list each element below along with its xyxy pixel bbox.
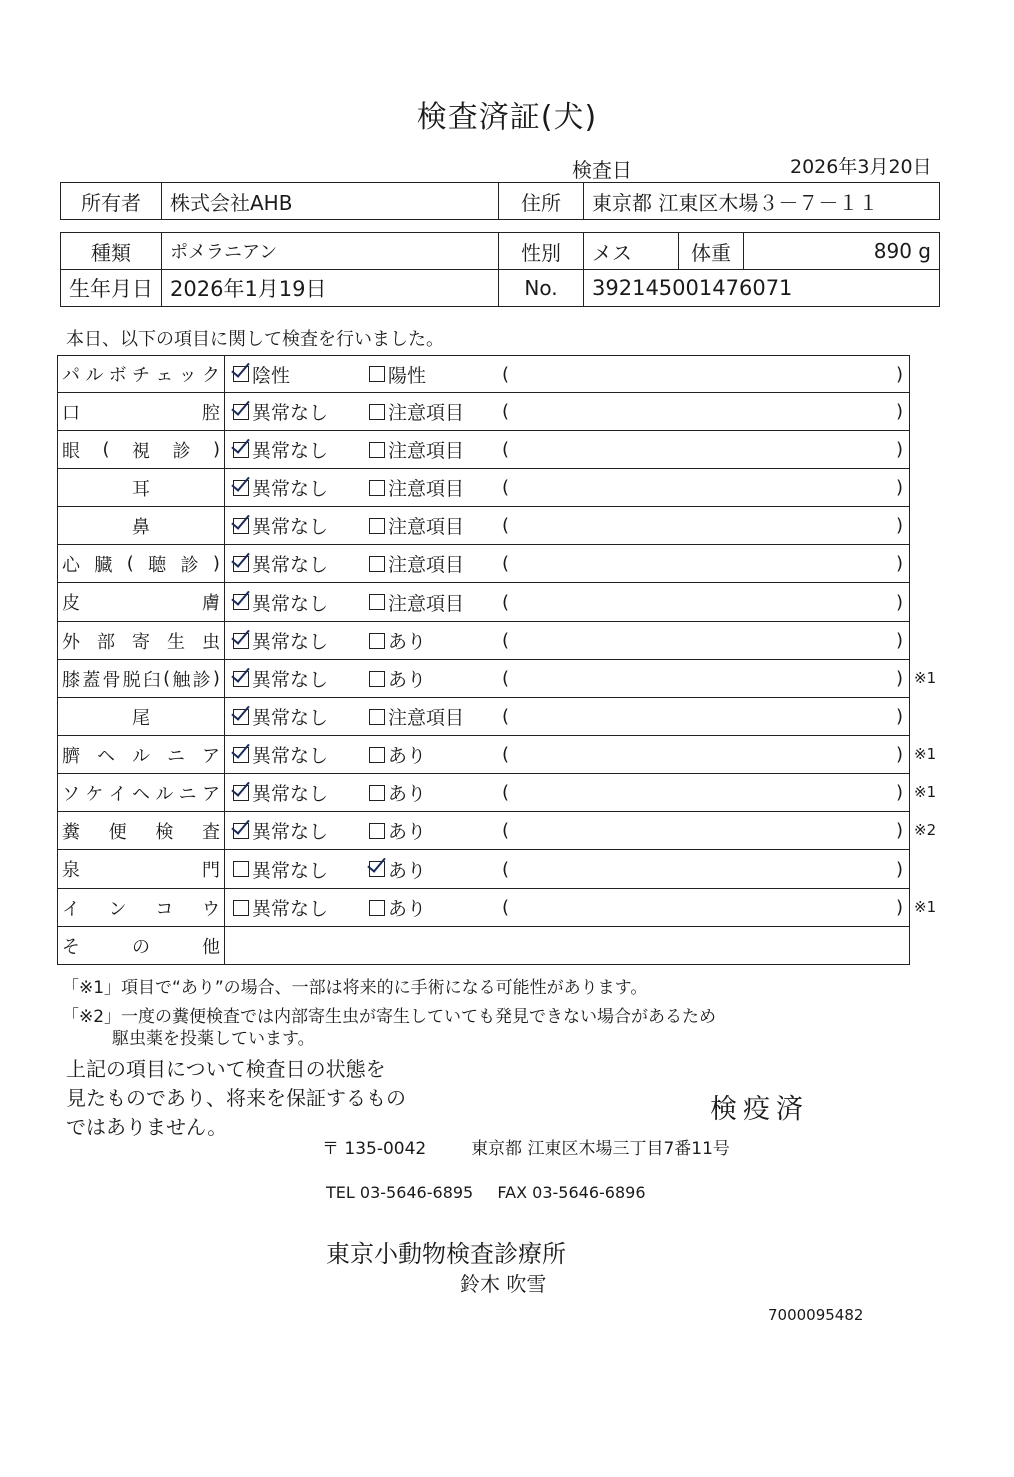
option-abnormal[interactable]	[369, 812, 426, 849]
option-normal[interactable]	[233, 698, 328, 735]
inspection-item-label: そ の 他	[58, 927, 225, 964]
remarks-close-paren: )	[895, 553, 903, 574]
inspection-row	[57, 393, 910, 431]
checked-box-icon[interactable]	[233, 404, 249, 420]
postal-code: 〒 135-0042	[322, 1139, 427, 1159]
clinic-address	[322, 1134, 730, 1159]
inspection-item-label: 口 腔	[58, 393, 225, 430]
checkbox-icon[interactable]	[369, 480, 385, 496]
inspection-item-label: 鼻	[58, 507, 225, 544]
option-normal[interactable]	[233, 507, 328, 544]
checked-box-icon[interactable]	[233, 556, 249, 572]
option-label: 注意項目	[388, 707, 465, 729]
option-abnormal[interactable]	[369, 545, 464, 582]
option-abnormal[interactable]	[369, 660, 426, 697]
option-normal[interactable]	[233, 356, 290, 392]
remarks-close-paren: )	[895, 782, 903, 803]
inspection-row	[57, 850, 910, 889]
checkbox-icon[interactable]	[369, 709, 385, 725]
option-normal[interactable]	[233, 850, 328, 888]
sex-label: 性別	[499, 233, 584, 270]
owner-table	[60, 182, 940, 220]
remarks-close-paren: )	[895, 668, 903, 689]
option-label: 異常なし	[252, 898, 329, 920]
remarks-open-paren: (	[502, 744, 510, 765]
number-value: 392145001476071	[584, 270, 940, 307]
remarks-close-paren: )	[895, 630, 903, 651]
option-abnormal[interactable]	[369, 622, 426, 659]
option-label: あり	[388, 631, 427, 653]
tel-number: TEL 03-5646-6895	[326, 1183, 474, 1202]
footnote-marker: ※1	[914, 898, 937, 916]
remarks-open-paren: (	[502, 820, 510, 841]
remarks-close-paren: )	[895, 401, 903, 422]
inspection-row	[57, 431, 910, 469]
doctor-name: 鈴木 吹雪	[460, 1272, 547, 1296]
option-label: 注意項目	[388, 440, 465, 462]
option-label: 異常なし	[252, 707, 329, 729]
breed-value: ポメラニアン	[162, 233, 499, 270]
checked-box-icon[interactable]	[233, 785, 249, 801]
clinic-contact	[326, 1183, 646, 1202]
checkbox-icon[interactable]	[369, 556, 385, 572]
inspection-row	[57, 812, 910, 850]
option-normal[interactable]	[233, 660, 328, 697]
option-label: 異常なし	[252, 821, 329, 843]
checked-box-icon[interactable]	[233, 518, 249, 534]
option-normal[interactable]	[233, 583, 328, 621]
remarks-close-paren: )	[895, 897, 903, 918]
remarks-close-paren: )	[895, 363, 903, 385]
inspection-item-label: イ ン コ ウ	[58, 889, 225, 926]
inspection-row	[57, 622, 910, 660]
option-label: あり	[388, 669, 427, 691]
checkbox-icon[interactable]	[369, 633, 385, 649]
checked-box-icon[interactable]	[233, 366, 249, 382]
option-abnormal[interactable]	[369, 736, 426, 773]
option-normal[interactable]	[233, 469, 328, 506]
inspection-row	[57, 583, 910, 622]
remarks-open-paren: (	[502, 591, 510, 613]
exam-date-value: 2026年3月20日	[790, 156, 932, 178]
checked-box-icon[interactable]	[233, 594, 249, 610]
option-abnormal[interactable]	[369, 393, 464, 430]
remarks-close-paren: )	[895, 439, 903, 460]
option-normal[interactable]	[233, 736, 328, 773]
option-normal[interactable]	[233, 622, 328, 659]
inspection-row	[57, 927, 910, 965]
clinic-name: 東京小動物検査診療所	[326, 1240, 566, 1268]
animal-table	[60, 232, 940, 307]
document-title: 検査済証(犬)	[416, 100, 598, 135]
inspection-item-label: パ ル ボ チ ェ ッ ク	[58, 356, 225, 392]
remarks-close-paren: )	[895, 858, 903, 880]
remarks-open-paren: (	[502, 630, 510, 651]
option-abnormal[interactable]	[369, 356, 426, 392]
checked-box-icon[interactable]	[233, 709, 249, 725]
inspection-item-label: 皮 膚	[58, 583, 225, 621]
inspection-row	[57, 356, 910, 393]
option-label: 注意項目	[388, 478, 465, 500]
option-label: 異常なし	[252, 592, 329, 615]
remarks-open-paren: (	[502, 706, 510, 727]
inspection-row	[57, 774, 910, 812]
inspection-row	[57, 660, 910, 698]
inspection-table	[57, 355, 910, 965]
option-abnormal[interactable]	[369, 507, 464, 544]
option-abnormal[interactable]	[369, 469, 464, 506]
option-label: 異常なし	[252, 478, 329, 500]
inspection-row	[57, 736, 910, 774]
checkbox-icon[interactable]	[233, 900, 249, 916]
option-label: 陽性	[388, 364, 427, 387]
remarks-open-paren: (	[502, 858, 510, 880]
option-label: 異常なし	[252, 631, 329, 653]
statement-line: 上記の項目について検査日の状態を	[66, 1057, 386, 1081]
option-normal[interactable]	[233, 889, 328, 926]
inspection-item-label: 心 臓 ( 聴 診 )	[58, 545, 225, 582]
remarks-open-paren: (	[502, 439, 510, 460]
remarks-close-paren: )	[895, 477, 903, 498]
statement-line: 見たものであり、将来を保証するもの	[66, 1086, 406, 1110]
option-abnormal[interactable]	[369, 431, 464, 468]
remarks-open-paren: (	[502, 782, 510, 803]
option-label: あり	[388, 821, 427, 843]
inspection-item-label: ソ ケ イ ヘ ル ニ ア	[58, 774, 225, 811]
option-label: 異常なし	[252, 402, 329, 424]
inspection-item-label: 膝 蓋 骨 脱 臼 ( 触 診 )	[58, 660, 225, 697]
remarks-open-paren: (	[502, 477, 510, 498]
option-label: 注意項目	[388, 554, 465, 576]
checkbox-icon[interactable]	[369, 518, 385, 534]
footnote-marker: ※1	[914, 783, 937, 801]
inspection-item-label: 眼 ( 視 診 )	[58, 431, 225, 468]
birth-value: 2026年1月19日	[162, 270, 499, 307]
checkbox-icon[interactable]	[369, 823, 385, 839]
weight-label: 体重	[679, 233, 744, 270]
footnote-2: 「※2」一度の糞便検査では内部寄生虫が寄生していても発見できない場合があるため	[62, 1007, 717, 1027]
option-label: 注意項目	[388, 592, 465, 615]
checked-box-icon[interactable]	[233, 671, 249, 687]
exam-date-label: 検査日	[572, 158, 632, 182]
option-normal[interactable]	[233, 812, 328, 849]
option-label: 異常なし	[252, 669, 329, 691]
checked-box-icon[interactable]	[233, 442, 249, 458]
option-label: 注意項目	[388, 516, 465, 538]
remarks-close-paren: )	[895, 706, 903, 727]
option-label: あり	[388, 898, 427, 920]
owner-value: 株式会社AHB	[162, 183, 499, 220]
footnote-marker: ※1	[914, 745, 937, 763]
disclaimer-statement	[66, 1055, 406, 1142]
option-abnormal[interactable]	[369, 774, 426, 811]
remarks-close-paren: )	[895, 744, 903, 765]
birth-label: 生年月日	[61, 270, 162, 307]
statement-line: ではありません。	[66, 1115, 228, 1139]
remarks-open-paren: (	[502, 363, 510, 385]
fax-number: FAX 03-5646-6896	[497, 1183, 646, 1202]
remarks-open-paren: (	[502, 897, 510, 918]
inspection-row	[57, 889, 910, 927]
address-value: 東京都 江東区木場３－７－１１	[584, 183, 940, 220]
checked-box-icon[interactable]	[233, 747, 249, 763]
breed-label: 種類	[61, 233, 162, 270]
inspection-item-label: 泉 門	[58, 850, 225, 888]
checkbox-icon[interactable]	[369, 404, 385, 420]
checkbox-icon[interactable]	[369, 442, 385, 458]
inspection-item-label: 臍 ヘ ル ニ ア	[58, 736, 225, 773]
checkbox-icon[interactable]	[233, 861, 249, 877]
checked-box-icon[interactable]	[233, 633, 249, 649]
sex-value: メス	[584, 233, 679, 270]
option-normal[interactable]	[233, 774, 328, 811]
checkbox-icon[interactable]	[369, 900, 385, 916]
option-label: 注意項目	[388, 402, 465, 424]
option-abnormal[interactable]	[369, 583, 464, 621]
inspection-item-label: 糞 便 検 査	[58, 812, 225, 849]
weight-value: 890 g	[744, 233, 940, 270]
option-normal[interactable]	[233, 393, 328, 430]
inspection-row	[57, 545, 910, 583]
inspection-item-label: 耳	[58, 469, 225, 506]
option-label: あり	[388, 783, 427, 805]
option-label: 陰性	[252, 364, 291, 387]
option-label: 異常なし	[252, 516, 329, 538]
quarantine-stamp: 検疫済	[710, 1094, 809, 1125]
option-label: 異常なし	[252, 783, 329, 805]
remarks-open-paren: (	[502, 668, 510, 689]
remarks-close-paren: )	[895, 820, 903, 841]
checkbox-icon[interactable]	[369, 671, 385, 687]
clinic-street: 東京都 江東区木場三丁目7番11号	[471, 1139, 730, 1159]
footnote-marker: ※2	[914, 821, 937, 839]
inspection-item-label: 尾	[58, 698, 225, 735]
option-normal[interactable]	[233, 431, 328, 468]
checked-box-icon[interactable]	[233, 480, 249, 496]
address-label: 住所	[499, 183, 584, 220]
footnote-marker: ※1	[914, 669, 937, 687]
checkbox-icon[interactable]	[369, 366, 385, 382]
number-label: No.	[499, 270, 584, 307]
inspection-row	[57, 469, 910, 507]
option-abnormal[interactable]	[369, 850, 426, 888]
remarks-open-paren: (	[502, 401, 510, 422]
serial-number: 7000095482	[768, 1306, 864, 1324]
inspection-row	[57, 698, 910, 736]
option-abnormal[interactable]	[369, 889, 426, 926]
option-normal[interactable]	[233, 545, 328, 582]
checkbox-icon[interactable]	[369, 785, 385, 801]
checkbox-icon[interactable]	[369, 594, 385, 610]
inspection-row	[57, 507, 910, 545]
checked-box-icon[interactable]	[233, 823, 249, 839]
checked-box-icon[interactable]	[369, 861, 385, 877]
inspection-item-label: 外 部 寄 生 虫	[58, 622, 225, 659]
footnote-2-cont: 駆虫薬を投薬しています。	[112, 1029, 315, 1049]
intro-text: 本日、以下の項目に関して検査を行いました。	[66, 329, 444, 350]
option-label: 異常なし	[252, 440, 329, 462]
option-label: 異常なし	[252, 745, 329, 767]
checkbox-icon[interactable]	[369, 747, 385, 763]
option-label: あり	[388, 745, 427, 767]
owner-label: 所有者	[61, 183, 162, 220]
option-abnormal[interactable]	[369, 698, 464, 735]
option-label: 異常なし	[252, 554, 329, 576]
remarks-open-paren: (	[502, 553, 510, 574]
footnote-1: 「※1」項目で“あり”の場合、一部は将来的に手術になる可能性があります。	[62, 978, 648, 998]
remarks-open-paren: (	[502, 515, 510, 536]
option-label: 異常なし	[252, 859, 329, 882]
option-label: あり	[388, 859, 427, 882]
remarks-close-paren: )	[895, 515, 903, 536]
remarks-close-paren: )	[895, 591, 903, 613]
